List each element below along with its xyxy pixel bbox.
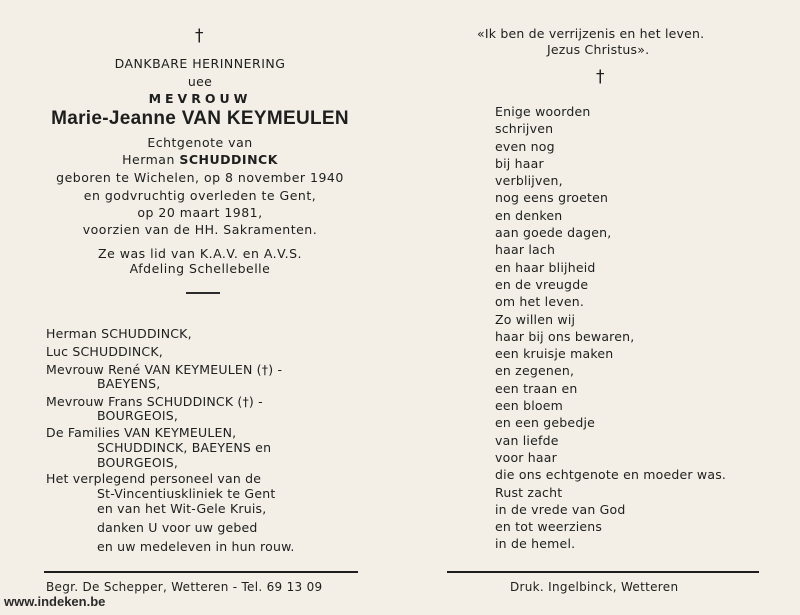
poem-line: en haar blijheid	[495, 259, 596, 275]
family-line: Het verplegend personeel van de	[46, 471, 262, 486]
membership-line: Ze was lid van K.A.V. en A.V.S.	[98, 246, 302, 261]
poem-line: in de hemel.	[495, 536, 576, 552]
poem-line: en tot weerziens	[495, 519, 603, 535]
family-line: BAEYENS,	[97, 376, 161, 391]
poem-line: en denken	[495, 207, 563, 223]
family-line: BOURGEOIS,	[97, 408, 179, 423]
family-line: Mevrouw René VAN KEYMEULEN (†) -	[46, 362, 283, 377]
poem-line: en een gebedje	[495, 415, 596, 431]
poem-line: een bloem	[495, 398, 563, 414]
spouse-first-name: Herman	[122, 152, 175, 167]
footer-rule	[447, 571, 759, 573]
spouse-name	[0, 152, 400, 167]
family-line: Luc SCHUDDINCK,	[46, 344, 163, 359]
poem-line: Rust zacht	[495, 484, 563, 500]
mevrouw-label: MEVROUW	[148, 91, 252, 106]
poem-line: haar lach	[495, 242, 556, 258]
cross-icon: †	[195, 26, 204, 46]
heading: DANKBARE HERINNERING	[114, 56, 286, 71]
footer-rule	[44, 571, 358, 573]
death-line: en godvruchtig overleden te Gent,	[83, 188, 317, 203]
uee-text: uee	[187, 74, 213, 89]
quote-author: Jezus Christus».	[547, 42, 650, 57]
family-line: BOURGEOIS,	[97, 455, 179, 470]
poem-line: nog eens groeten	[495, 190, 609, 206]
poem-line: schrijven	[495, 121, 554, 137]
birth-line: geboren te Wichelen, op 8 november 1940	[56, 170, 344, 185]
family-line: SCHUDDINCK, BAEYENS en	[97, 440, 272, 455]
death-date: op 20 maart 1981,	[137, 205, 263, 220]
family-line: Mevrouw Frans SCHUDDINCK (†) -	[46, 394, 263, 409]
poem-line: verblijven,	[495, 173, 563, 189]
watermark: www.indeken.be	[4, 594, 106, 609]
poem-line: en de vreugde	[495, 276, 589, 292]
poem-line: een kruisje maken	[495, 346, 614, 362]
sacraments-line: voorzien van de HH. Sakramenten.	[82, 222, 318, 237]
family-line: St-Vincentiuskliniek te Gent	[97, 486, 276, 501]
bible-quote: «Ik ben de verrijzenis en het leven.	[477, 26, 705, 41]
cross-icon: †	[596, 67, 605, 87]
printer-credit-right: Druk. Ingelbinck, Wetteren	[510, 580, 679, 594]
poem-line: Zo willen wij	[495, 311, 576, 327]
family-line: en uw medeleven in hun rouw.	[97, 539, 295, 554]
poem-line: voor haar	[495, 449, 557, 465]
poem-line: van liefde	[495, 432, 559, 448]
poem-line: Enige woorden	[495, 104, 591, 119]
right-panel	[400, 0, 800, 615]
poem-line: haar bij ons bewaren,	[495, 328, 635, 344]
poem-line: in de vrede van God	[495, 501, 626, 517]
spouse-intro: Echtgenote van	[147, 135, 253, 150]
family-line: en van het Wit-Gele Kruis,	[97, 501, 267, 516]
poem-line: even nog	[495, 138, 555, 154]
poem-line: die ons echtgenote en moeder was.	[495, 467, 727, 483]
divider	[186, 292, 220, 294]
family-line: danken U voor uw gebed	[97, 520, 258, 535]
poem-line: aan goede dagen,	[495, 225, 612, 241]
deceased-name: Marie-Jeanne VAN KEYMEULEN	[51, 108, 349, 129]
poem-line: een traan en	[495, 380, 578, 396]
poem-line: en zegenen,	[495, 363, 575, 379]
family-line: De Families VAN KEYMEULEN,	[46, 425, 237, 440]
family-line: Herman SCHUDDINCK,	[46, 326, 192, 341]
poem	[495, 103, 726, 553]
poem-line: om het leven.	[495, 294, 585, 310]
spouse-last-name: SCHUDDINCK	[179, 152, 278, 167]
section-line: Afdeling Schellebelle	[129, 261, 271, 276]
printer-credit-left: Begr. De Schepper, Wetteren - Tel. 69 13 09	[46, 580, 323, 594]
poem-line: bij haar	[495, 155, 544, 171]
